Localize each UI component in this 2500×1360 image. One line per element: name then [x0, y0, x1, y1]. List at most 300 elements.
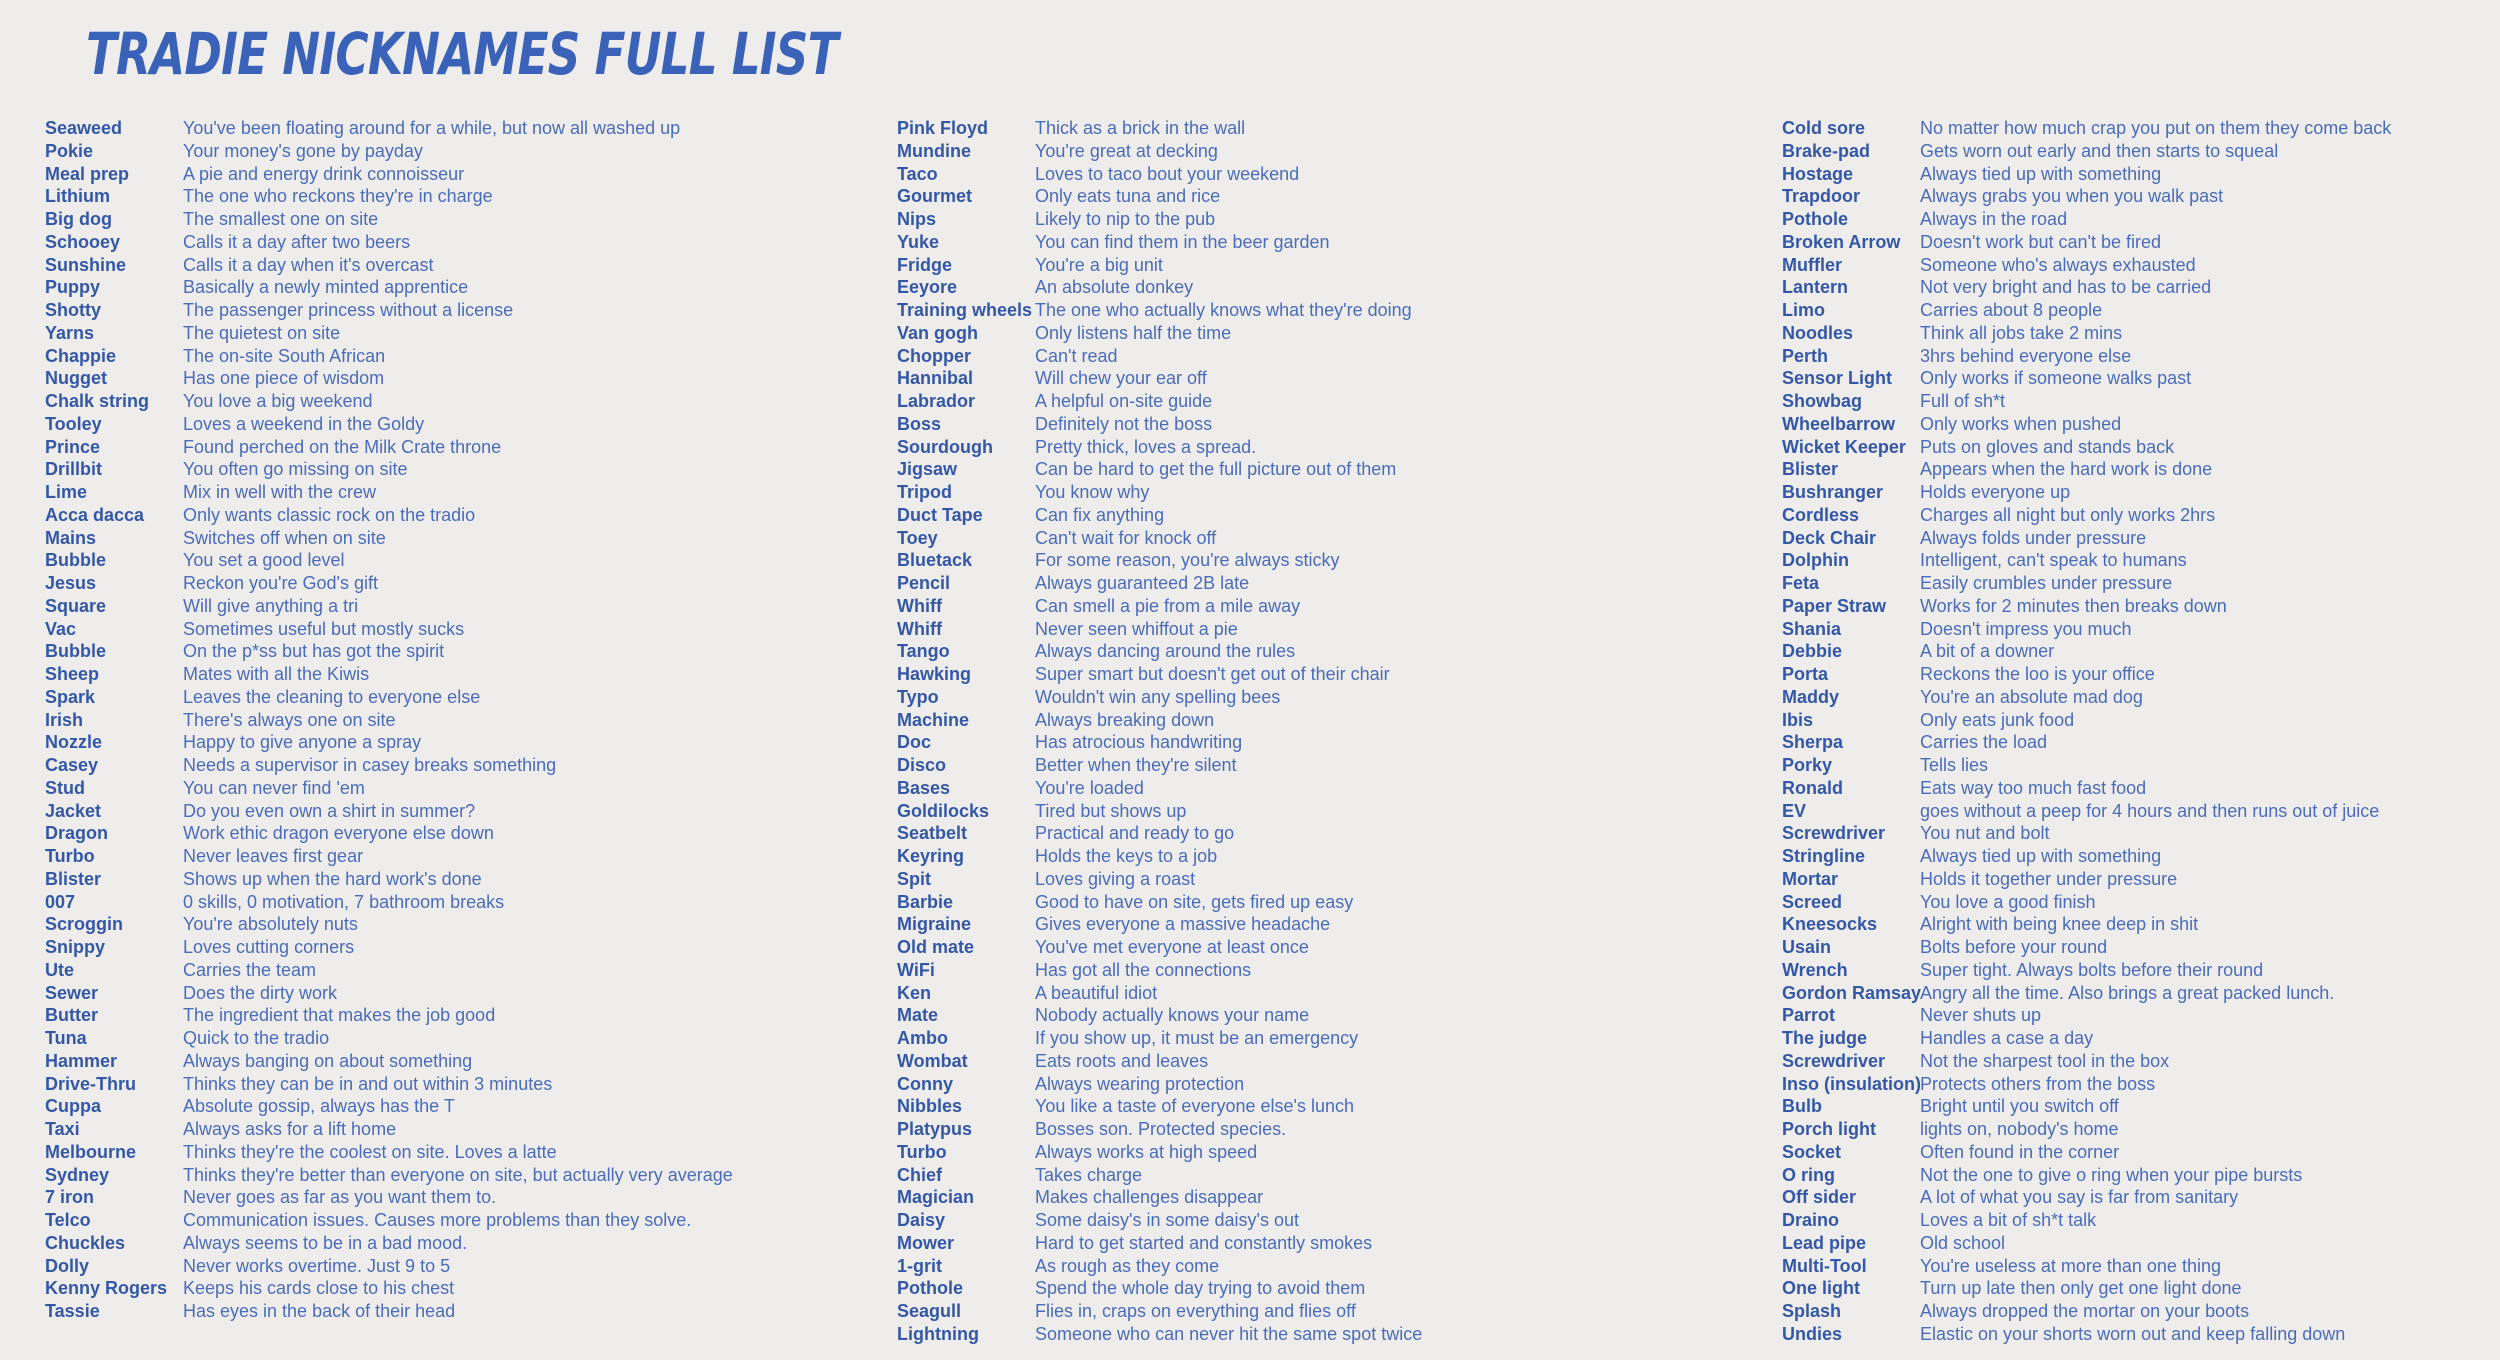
nickname-row	[1782, 208, 2391, 231]
nickname-description: Eats roots and leaves	[1035, 1050, 1209, 1071]
nickname-column-3	[1782, 117, 2391, 1346]
nickname-row	[897, 959, 1422, 982]
nickname: Wrench	[1782, 959, 1848, 980]
nickname-description: Definitely not the boss	[1035, 413, 1213, 434]
nickname: Undies	[1782, 1323, 1843, 1344]
nickname-row	[897, 1118, 1422, 1141]
nickname-description: Has got all the connections	[1035, 959, 1252, 980]
nickname-row	[45, 1277, 733, 1300]
nickname: Sydney	[45, 1164, 110, 1185]
nickname-description: An absolute donkey	[1035, 277, 1194, 298]
nickname-row	[1782, 1004, 2391, 1027]
nickname-description: Thinks they're the coolest on site. Loves a latte	[183, 1141, 557, 1162]
nickname-description: Loves to taco bout your weekend	[1035, 163, 1300, 184]
nickname: Taco	[897, 163, 938, 184]
nickname: Telco	[45, 1210, 91, 1230]
nickname-row	[45, 1186, 733, 1209]
nickname-description: Elastic on your shorts worn out and keep falling down	[1920, 1323, 2346, 1344]
nickname-row	[1782, 140, 2391, 163]
nickname-description: The quietest on site	[183, 322, 341, 343]
nickname-row	[1782, 663, 2391, 686]
nickname-description: Charges all night but only works 2hrs	[1920, 504, 2216, 525]
nickname-description: Will give anything a tri	[183, 595, 359, 616]
nickname-row	[45, 345, 733, 368]
nickname-row	[1782, 1027, 2391, 1050]
nickname-row	[45, 686, 733, 709]
nickname-description: Never seen whiffout a pie	[1035, 618, 1238, 639]
nickname-row	[45, 640, 733, 663]
nickname-description: Always asks for a lift home	[183, 1119, 397, 1139]
nickname-row	[897, 231, 1422, 254]
nickname-row	[1782, 686, 2391, 709]
nickname-description: On the p*ss but has got the spirit	[183, 641, 445, 662]
nickname-description: You love a big weekend	[183, 391, 373, 411]
nickname: Usain	[1782, 937, 1832, 957]
nickname: Ibis	[1782, 709, 1814, 730]
nickname: Debbie	[1782, 641, 1843, 662]
nickname-row	[1782, 458, 2391, 481]
nickname: Perth	[1782, 345, 1829, 366]
nickname-row	[45, 185, 733, 208]
nickname-row	[1782, 1323, 2391, 1346]
nickname: Multi-Tool	[1782, 1255, 1867, 1276]
nickname: Mundine	[897, 140, 971, 161]
nickname-description: Works for 2 minutes then breaks down	[1920, 595, 2227, 616]
nickname: Screwdriver	[1782, 823, 1886, 844]
nickname: Tooley	[45, 413, 102, 434]
nickname-description: Gets worn out early and then starts to squeal	[1920, 140, 2279, 161]
nickname-row	[1782, 299, 2391, 322]
nickname-description: A lot of what you say is far from sanitary	[1920, 1187, 2239, 1208]
nickname-description: Always breaking down	[1035, 709, 1215, 730]
nickname: Hawking	[897, 664, 972, 684]
nickname-row	[897, 868, 1422, 891]
nickname-description: Turn up late then only get one light done	[1920, 1278, 2242, 1299]
nickname-description: Mix in well with the crew	[183, 482, 377, 502]
nickname-row	[1782, 777, 2391, 800]
nickname-row	[897, 276, 1422, 299]
nickname: Pothole	[897, 1278, 963, 1299]
nickname-row	[1782, 367, 2391, 390]
nickname-description: You love a good finish	[1920, 891, 2096, 912]
nickname: Acca dacca	[45, 504, 145, 525]
nickname-description: Has eyes in the back of their head	[183, 1301, 456, 1321]
nickname-row	[45, 1118, 733, 1141]
nickname: Deck Chair	[1782, 527, 1877, 548]
nickname-description: Calls it a day after two beers	[183, 231, 411, 252]
nickname-description: Some daisy's in some daisy's out	[1035, 1210, 1299, 1230]
nickname: Drive-Thru	[45, 1073, 137, 1094]
nickname-description: No matter how much crap you put on them they come back	[1920, 118, 2392, 138]
nickname-row	[45, 1095, 733, 1118]
nickname-description: Loves a bit of sh*t talk	[1920, 1210, 2097, 1230]
nickname: Spit	[897, 868, 931, 889]
nickname: Shania	[1782, 618, 1842, 639]
nickname-row	[897, 709, 1422, 732]
nickname-row	[897, 390, 1422, 413]
nickname-row	[897, 618, 1422, 641]
nickname-description: Only wants classic rock on the tradio	[183, 504, 476, 525]
nickname-row	[1782, 1164, 2391, 1187]
nickname: Stud	[45, 777, 85, 798]
nickname: Magician	[897, 1187, 975, 1208]
nickname-row	[45, 299, 733, 322]
nickname-row	[897, 254, 1422, 277]
nickname-description: You've been floating around for a while, but now all washed up	[183, 118, 681, 138]
nickname-row	[45, 595, 733, 618]
nickname: 1-grit	[897, 1255, 942, 1276]
nickname-row	[897, 1027, 1422, 1050]
nickname-row	[45, 276, 733, 299]
nickname: Stringline	[1782, 846, 1866, 866]
nickname-row	[1782, 1277, 2391, 1300]
nickname-description: Always wearing protection	[1035, 1073, 1245, 1094]
nickname-row	[1782, 800, 2391, 823]
nickname-row	[897, 1164, 1422, 1187]
nickname-row	[1782, 936, 2391, 959]
nickname: Snippy	[45, 937, 106, 957]
nickname-description: You set a good level	[183, 550, 345, 571]
nickname-row	[45, 1300, 733, 1323]
nickname-row	[897, 322, 1422, 345]
nickname-row	[1782, 1232, 2391, 1255]
nickname-description: A helpful on-site guide	[1035, 391, 1213, 411]
nickname-row	[897, 822, 1422, 845]
nickname-description: Appears when the hard work is done	[1920, 459, 2213, 480]
nickname-row	[45, 254, 733, 277]
nickname-row	[897, 1186, 1422, 1209]
nickname-description: There's always one on site	[183, 709, 396, 730]
nickname-row	[1782, 754, 2391, 777]
nickname-row	[897, 299, 1422, 322]
nickname-description: Holds the keys to a job	[1035, 846, 1218, 866]
nickname-description: Always folds under pressure	[1920, 527, 2147, 548]
nickname-description: Full of sh*t	[1920, 391, 2006, 411]
nickname-description: The smallest one on site	[183, 209, 379, 229]
page-title: TRADIE NICKNAMES FULL LIST	[86, 20, 838, 88]
nickname: Melbourne	[45, 1141, 137, 1162]
nickname: Parrot	[1782, 1005, 1836, 1026]
nickname-row	[45, 1073, 733, 1096]
nickname: Schooey	[45, 231, 121, 252]
nickname: 007	[45, 891, 76, 912]
nickname-description: Carries the team	[183, 959, 317, 980]
nickname: Lead pipe	[1782, 1232, 1867, 1253]
nickname-row	[1782, 618, 2391, 641]
nickname: Labrador	[897, 391, 976, 411]
nickname-description: You've met everyone at least once	[1035, 937, 1309, 957]
nickname: Pencil	[897, 573, 951, 593]
nickname-description: Mates with all the Kiwis	[183, 664, 370, 684]
nickname-row	[45, 982, 733, 1005]
nickname-row	[1782, 276, 2391, 299]
nickname: Draino	[1782, 1210, 1840, 1230]
nickname-description: Super smart but doesn't get out of their chair	[1035, 664, 1390, 684]
nickname-description: Always in the road	[1920, 209, 2068, 229]
nickname-description: Reckon you're God's gift	[183, 573, 378, 593]
nickname-description: Not very bright and has to be carried	[1920, 277, 2212, 298]
nickname-description: Quick to the tradio	[183, 1028, 330, 1048]
nickname: Daisy	[897, 1210, 946, 1230]
nickname: Sherpa	[1782, 732, 1844, 753]
nickname: Ute	[45, 959, 75, 980]
nickname: Toey	[897, 527, 938, 548]
nickname: Scroggin	[45, 914, 124, 935]
nickname: Shotty	[45, 300, 101, 320]
nickname: Tripod	[897, 482, 952, 502]
nickname-description: Only listens half the time	[1035, 322, 1232, 343]
nickname: Blister	[1782, 459, 1839, 480]
nickname-row	[897, 595, 1422, 618]
nickname-description: You like a taste of everyone else's lunch	[1035, 1096, 1354, 1117]
nickname: Wombat	[897, 1050, 968, 1071]
nickname: Feta	[1782, 573, 1820, 593]
nickname: Meal prep	[45, 163, 130, 184]
nickname-description: A pie and energy drink connoisseur	[183, 163, 465, 184]
nickname-description: If you show up, it must be an emergency	[1035, 1028, 1359, 1048]
nickname: Sensor Light	[1782, 368, 1893, 389]
nickname-row	[1782, 345, 2391, 368]
nickname-description: Practical and ready to go	[1035, 823, 1235, 844]
nickname-row	[45, 1050, 733, 1073]
nickname-description: Not the one to give o ring when your pipe bursts	[1920, 1164, 2303, 1185]
nickname-row	[1782, 731, 2391, 754]
nickname-description: You're useless at more than one thing	[1920, 1255, 2221, 1276]
nickname-row	[1782, 231, 2391, 254]
nickname-description: Bosses son. Protected species.	[1035, 1119, 1287, 1139]
nickname-description: Handles a case a day	[1920, 1028, 2094, 1048]
nickname: Duct Tape	[897, 504, 983, 525]
nickname-row	[45, 936, 733, 959]
nickname: Screed	[1782, 891, 1843, 912]
nickname: Porta	[1782, 664, 1829, 684]
nickname: Drillbit	[45, 459, 102, 480]
nickname: Inso (insulation)	[1782, 1073, 1921, 1094]
nickname-description: Easily crumbles under pressure	[1920, 573, 2173, 593]
nickname: One light	[1782, 1278, 1860, 1299]
nickname-row	[897, 504, 1422, 527]
nickname: Tassie	[45, 1301, 100, 1321]
nickname-description: The on-site South African	[183, 345, 386, 366]
nickname: Gourmet	[897, 186, 973, 207]
nickname-description: Has atrocious handwriting	[1035, 732, 1243, 753]
nickname-row	[45, 777, 733, 800]
nickname-description: Old school	[1920, 1232, 2006, 1253]
nickname-description: Good to have on site, gets fired up easy	[1035, 891, 1354, 912]
nickname: Spark	[45, 686, 96, 707]
nickname: Old mate	[897, 937, 975, 957]
nickname-description: Thick as a brick in the wall	[1035, 118, 1246, 138]
nickname: Dolly	[45, 1255, 90, 1276]
nickname: Ambo	[897, 1028, 948, 1048]
nickname-description: Not the sharpest tool in the box	[1920, 1050, 2170, 1071]
nickname-description: Spend the whole day trying to avoid them	[1035, 1278, 1366, 1299]
nickname-row	[45, 140, 733, 163]
nickname-row	[897, 754, 1422, 777]
nickname-description: Can be hard to get the full picture out of them	[1035, 459, 1397, 480]
nickname: Tango	[897, 641, 950, 662]
nickname: Eeyore	[897, 277, 958, 298]
nickname-row	[897, 481, 1422, 504]
nickname-row	[897, 1209, 1422, 1232]
nickname-description: Can't wait for knock off	[1035, 527, 1217, 548]
nickname-row	[1782, 1300, 2391, 1323]
nickname-row	[897, 686, 1422, 709]
nickname-description: Bolts before your round	[1920, 937, 2108, 957]
nickname-description: Communication issues. Causes more problems than they solve.	[183, 1210, 692, 1230]
nickname: Off sider	[1782, 1187, 1857, 1208]
nickname-row	[897, 1095, 1422, 1118]
nickname: Dragon	[45, 823, 108, 844]
nickname: Porky	[1782, 755, 1833, 775]
nickname-description: Your money's gone by payday	[183, 140, 423, 161]
nickname-row	[1782, 1073, 2391, 1096]
nickname-description: You're great at decking	[1035, 140, 1218, 161]
nickname-description: You can never find 'em	[183, 777, 365, 798]
nickname: Barbie	[897, 891, 954, 912]
nickname-row	[897, 549, 1422, 572]
nickname-description: Shows up when the hard work's done	[183, 868, 482, 889]
nickname: Trapdoor	[1782, 186, 1861, 207]
nickname-row	[897, 1277, 1422, 1300]
nickname: Broken Arrow	[1782, 231, 1901, 252]
nickname-column-1	[45, 117, 733, 1323]
nickname-description: The one who actually knows what they're doing	[1035, 300, 1412, 320]
nickname-description: Will chew your ear off	[1035, 368, 1207, 389]
nickname-row	[45, 1141, 733, 1164]
nickname-description: Switches off when on site	[183, 527, 386, 548]
nickname: Sheep	[45, 664, 100, 684]
nickname-row	[1782, 982, 2391, 1005]
nickname: Migraine	[897, 914, 972, 935]
nickname-description: Gives everyone a massive headache	[1035, 914, 1331, 935]
nickname-description: Only eats tuna and rice	[1035, 186, 1221, 207]
nickname-row	[1782, 549, 2391, 572]
nickname: Keyring	[897, 846, 965, 866]
nickname: Kenny Rogers	[45, 1278, 168, 1299]
nickname: Platypus	[897, 1119, 973, 1139]
nickname-row	[45, 1164, 733, 1187]
nickname: Lime	[45, 482, 88, 502]
nickname-description: Happy to give anyone a spray	[183, 732, 422, 753]
nickname: Cordless	[1782, 504, 1860, 525]
nickname: Butter	[45, 1005, 98, 1026]
nickname-description: Leaves the cleaning to everyone else	[183, 686, 481, 707]
nickname-description: You're absolutely nuts	[183, 914, 358, 935]
nickname-row	[1782, 481, 2391, 504]
nickname-row	[45, 709, 733, 732]
nickname-description: Carries about 8 people	[1920, 300, 2103, 320]
nickname-row	[1782, 117, 2391, 140]
nickname-row	[897, 345, 1422, 368]
nickname-row	[1782, 913, 2391, 936]
nickname: Splash	[1782, 1301, 1842, 1321]
nickname-description: The ingredient that makes the job good	[183, 1005, 496, 1026]
nickname: Jesus	[45, 573, 97, 593]
nickname: Wicket Keeper	[1782, 436, 1906, 457]
nickname: Blister	[45, 868, 102, 889]
nickname: Yuke	[897, 231, 940, 252]
nickname: Whiff	[897, 618, 942, 639]
nickname: Gordon Ramsay	[1782, 982, 1922, 1003]
nickname: Machine	[897, 709, 970, 730]
nickname-row	[45, 800, 733, 823]
nickname: Irish	[45, 709, 84, 730]
nickname-row	[45, 549, 733, 572]
nickname-row	[897, 777, 1422, 800]
nickname: Ronald	[1782, 777, 1843, 798]
nickname-column-2	[897, 117, 1422, 1346]
nickname-row	[1782, 595, 2391, 618]
nickname-row	[45, 1209, 733, 1232]
nickname: Hannibal	[897, 368, 974, 389]
nickname-description: Puts on gloves and stands back	[1920, 436, 2175, 457]
nickname: Bubble	[45, 641, 106, 662]
nickname-description: Eats way too much fast food	[1920, 777, 2147, 798]
nickname: Jacket	[45, 800, 102, 821]
nickname-row	[45, 163, 733, 186]
nickname: Boss	[897, 413, 942, 434]
nickname-description: goes without a peep for 4 hours and then runs out of juice	[1920, 800, 2380, 821]
nickname-row	[897, 1300, 1422, 1323]
nickname-description: Always dropped the mortar on your boots	[1920, 1301, 2250, 1321]
nickname: Muffler	[1782, 254, 1842, 275]
nickname-description: Loves giving a roast	[1035, 868, 1196, 889]
nickname-description: Has one piece of wisdom	[183, 368, 385, 389]
nickname-row	[1782, 845, 2391, 868]
nickname-row	[45, 1004, 733, 1027]
nickname-row	[1782, 1118, 2391, 1141]
nickname-row	[45, 504, 733, 527]
nickname: 7 iron	[45, 1187, 95, 1208]
nickname-row	[1782, 1095, 2391, 1118]
nickname: Chuckles	[45, 1232, 126, 1253]
nickname-row	[1782, 891, 2391, 914]
nickname-description: Often found in the corner	[1920, 1141, 2120, 1162]
nickname-description: Can't read	[1035, 345, 1118, 366]
nickname-row	[1782, 390, 2391, 413]
nickname-description: Always tied up with something	[1920, 846, 2162, 866]
nickname-row	[45, 1232, 733, 1255]
nickname: Hammer	[45, 1050, 118, 1071]
nickname-row	[897, 1073, 1422, 1096]
nickname-description: Better when they're silent	[1035, 755, 1237, 775]
nickname-row	[1782, 959, 2391, 982]
nickname-description: Doesn't impress you much	[1920, 618, 2132, 639]
nickname-description: Always tied up with something	[1920, 163, 2162, 184]
nickname: Yarns	[45, 322, 95, 343]
nickname-row	[897, 572, 1422, 595]
nickname-row	[897, 640, 1422, 663]
nickname-row	[1782, 254, 2391, 277]
nickname-description: Never works overtime. Just 9 to 5	[183, 1255, 451, 1276]
nickname-description: Holds everyone up	[1920, 482, 2071, 502]
nickname: Maddy	[1782, 686, 1840, 707]
nickname: Lantern	[1782, 277, 1849, 298]
nickname-description: Holds it together under pressure	[1920, 868, 2178, 889]
nickname-description: Takes charge	[1035, 1164, 1143, 1185]
nickname-row	[1782, 413, 2391, 436]
nickname-description: 3hrs behind everyone else	[1920, 345, 2132, 366]
nickname: Porch light	[1782, 1119, 1876, 1139]
nickname: Tuna	[45, 1028, 87, 1048]
nickname: Bubble	[45, 550, 106, 571]
nickname-row	[897, 117, 1422, 140]
nickname-row	[1782, 1050, 2391, 1073]
nickname-description: Basically a newly minted apprentice	[183, 277, 469, 298]
nickname-row	[45, 913, 733, 936]
nickname: Disco	[897, 755, 947, 775]
